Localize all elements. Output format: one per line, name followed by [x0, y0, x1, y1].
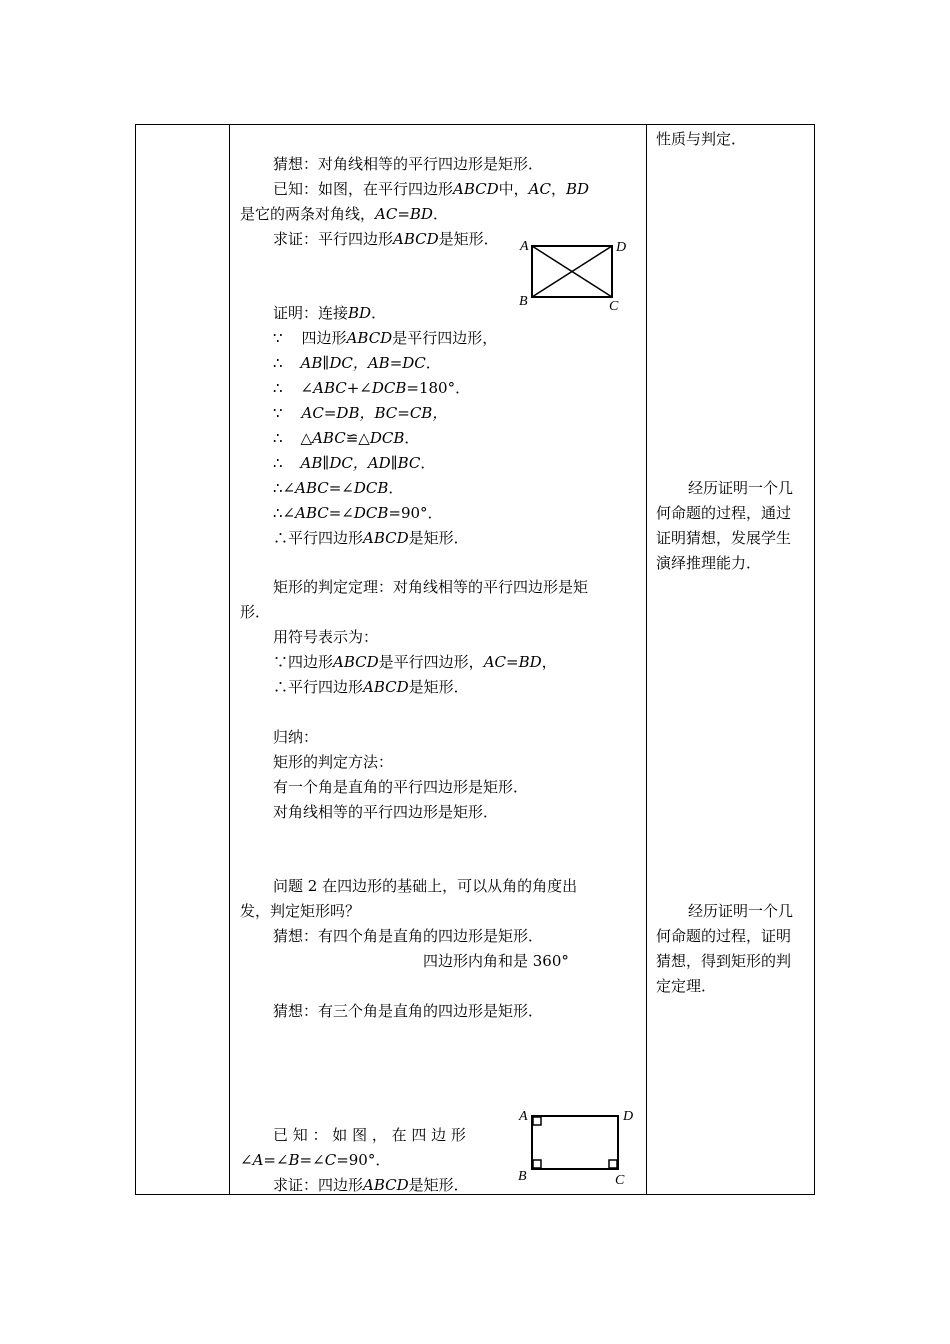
proof-step-7: ∴∠ABC=∠DCB． — [273, 479, 404, 497]
method-title: 矩形的判定方法： — [273, 753, 394, 771]
angle-sum-note: 四边形内角和是 360° — [423, 952, 569, 970]
vertex-label-a: A — [519, 1109, 528, 1124]
proof-step-4: ∵ AC=DB，BC=CB， — [273, 404, 448, 422]
known-line-1: 已知：如图，在平行四边形ABCD中，AC，BD — [273, 180, 590, 198]
known-line-2: 是它的两条对角线，AC=BD． — [240, 205, 448, 223]
known-2-line-1: 已 知 ： 如 图 ， 在 四 边 形 — [273, 1126, 466, 1144]
proof-step-2: ∴ AB∥DC，AB=DC． — [273, 354, 441, 372]
parallelogram-figure — [514, 236, 634, 320]
vertex-label-a: A — [520, 239, 529, 254]
vertex-label-c: C — [615, 1173, 625, 1188]
proof-step-1: ∵ 四边形ABCD是平行四边形， — [273, 329, 498, 347]
symbol-line-1: ∵四边形ABCD是平行四边形，AC=BD， — [273, 653, 557, 671]
guess-1: 猜想：对角线相等的平行四边形是矩形． — [273, 155, 544, 173]
method-2: 对角线相等的平行四边形是矩形． — [273, 803, 499, 821]
vertex-label-d: D — [623, 1109, 634, 1124]
column-divider-1 — [229, 125, 230, 1194]
vertex-label-b: B — [519, 294, 528, 309]
proof-step-9: ∴平行四边形ABCD是矩形． — [273, 529, 469, 547]
method-1: 有一个角是直角的平行四边形是矩形． — [273, 778, 529, 796]
question-2-line-1: 问题 2 在四边形的基础上，可以从角的角度出 — [273, 877, 578, 895]
question-2-line-2: 发，判定矩形吗？ — [240, 902, 361, 920]
known-2-line-2: ∠A=∠B=∠C=90°． — [240, 1151, 391, 1169]
proof-label: 证明：连接BD． — [273, 304, 387, 322]
proof-step-6: ∴ AB∥DC，AD∥BC． — [273, 454, 436, 472]
prove-statement-2: 求证：四边形ABCD是矩形． — [273, 1176, 469, 1194]
symbol-title: 用符号表示为： — [273, 628, 379, 646]
guess-2: 猜想：有四个角是直角的四边形是矩形． — [273, 927, 544, 945]
right-top-text: 性质与判定． — [656, 130, 747, 148]
proof-step-3: ∴ ∠ABC+∠DCB=180°． — [273, 379, 471, 397]
guess-3: 猜想：有三个角是直角的四边形是矩形． — [273, 1002, 544, 1020]
theorem-line-2: 形． — [240, 603, 271, 621]
theorem-line-1: 矩形的判定定理：对角线相等的平行四边形是矩 — [273, 578, 589, 596]
proof-step-8: ∴∠ABC=∠DCB=90°． — [273, 504, 443, 522]
prove-statement-1: 求证：平行四边形ABCD是矩形． — [273, 230, 499, 248]
vertex-label-c: C — [609, 299, 619, 314]
proof-step-5: ∴ △ABC≌△DCB． — [273, 429, 420, 447]
symbol-line-2: ∴平行四边形ABCD是矩形． — [273, 678, 469, 696]
column-divider-2 — [646, 125, 647, 1194]
vertex-label-b: B — [518, 1169, 527, 1184]
quadrilateral-figure — [512, 1100, 644, 1198]
summary-label: 归纳： — [273, 728, 319, 746]
vertex-label-d: D — [616, 240, 627, 255]
